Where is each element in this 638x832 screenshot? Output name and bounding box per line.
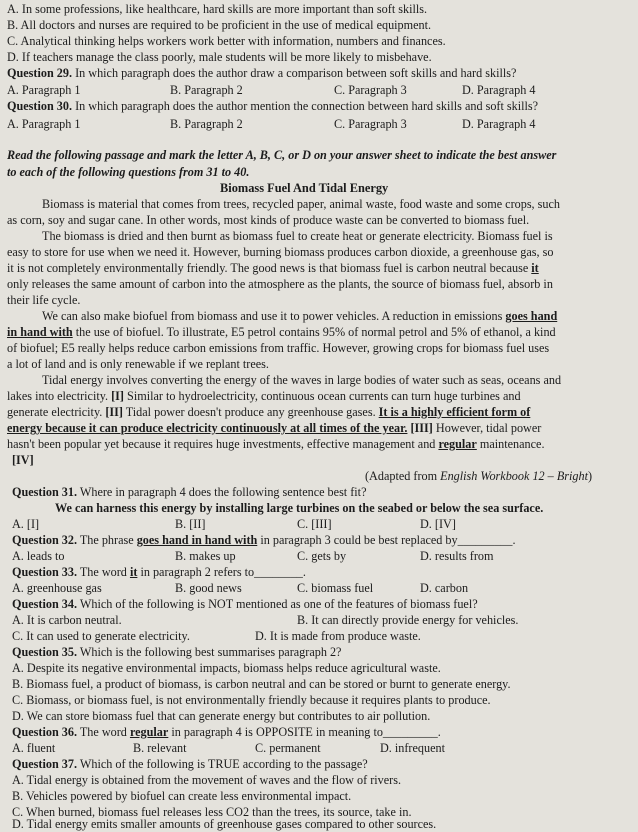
- source-book: English Workbook 12 – Bright: [440, 469, 588, 483]
- p2-line-2: easy to store for use when we need it. However, burning biomass produces carbon dioxide, a greenhouse gas, so: [7, 245, 554, 259]
- q29-option-d: D. Paragraph 4: [462, 83, 536, 97]
- p4-line-3: [7, 405, 530, 419]
- p4-line-2: [7, 389, 521, 403]
- question-37: [12, 757, 368, 771]
- q31-sentence: We can harness this energy by installing large turbines on the seabed or below the sea surface.: [55, 501, 544, 515]
- q34-option-b: B. It can directly provide energy for vehicles.: [297, 613, 519, 627]
- question-text: Which of the following is NOT mentioned as one of the features of biomass fuel?: [77, 597, 478, 611]
- question-30: [7, 99, 538, 113]
- q37-option-c: C. When burned, biomass fuel releases less CO2 than the trees, its source, take in.: [12, 805, 412, 819]
- question-label: Question 30.: [7, 99, 73, 113]
- highlight-sentence: energy because it can produce electricity continuously at all times of the year.: [7, 421, 408, 435]
- p4-text: However, tidal power: [432, 421, 542, 435]
- p4-line-1: Tidal energy involves converting the energy of the waves in large bodies of water such as seas, oceans and: [42, 373, 562, 387]
- question-text: in paragraph 3 could be best replaced by: [257, 533, 458, 547]
- question-text: Which is the following best summarises paragraph 2?: [77, 645, 342, 659]
- question-label: Question 33.: [12, 565, 78, 579]
- q36-option-a: A. fluent: [12, 741, 56, 755]
- q35-option-a: A. Despite its negative environmental impacts, biomass helps reduce agricultural waste.: [12, 661, 441, 675]
- q33-option-c: C. biomass fuel: [297, 581, 374, 595]
- q29-option-b: B. Paragraph 2: [170, 83, 243, 97]
- q30-option-b: B. Paragraph 2: [170, 117, 243, 131]
- p2-line-4: only releases the same amount of carbon into the atmosphere as the plants, the source of biomass fuel, absorb in: [7, 277, 553, 291]
- highlight-regular: regular: [438, 437, 477, 451]
- q36-word: regular: [129, 725, 169, 739]
- q29-option-c: C. Paragraph 3: [334, 83, 407, 97]
- source-citation: [365, 469, 592, 483]
- q36-option-b: B. relevant: [133, 741, 187, 755]
- q35-option-b: B. Biomass fuel, a product of biomass, is carbon neutral and can be stored or burnt to generate energy.: [12, 677, 511, 691]
- p2-line-1: The biomass is dried and then burnt as biomass fuel to create heat or generate electricity. Biomass fuel is: [42, 229, 553, 243]
- p2-line-3-text: it is not completely environmentally friendly. The good news is that biomass fuel is carbon neutral because: [7, 261, 532, 275]
- q30-option-d: D. Paragraph 4: [462, 117, 536, 131]
- p4-text: lakes into electricity.: [7, 389, 112, 403]
- question-label: Question 35.: [12, 645, 78, 659]
- option-a: A. In some professions, like healthcare, hard skills are more important than soft skills.: [7, 2, 428, 16]
- q33-option-b: B. good news: [175, 581, 242, 595]
- p4-line-4: [7, 421, 541, 435]
- q33-word: it: [129, 565, 138, 579]
- question-text: The word: [77, 565, 130, 579]
- marker-IV: [IV]: [12, 453, 34, 467]
- question-label: Question 34.: [12, 597, 78, 611]
- instruction-line-1: Read the following passage and mark the letter A, B, C, or D on your answer sheet to indicate the best answer: [7, 148, 557, 162]
- q31-option-a: A. [I]: [12, 517, 40, 531]
- q30-option-c: C. Paragraph 3: [334, 117, 407, 131]
- q35-option-c: C. Biomass, or biomass fuel, is not environmentally friendly because it requires plants to produce.: [12, 693, 491, 707]
- p3-line-1: [42, 309, 557, 323]
- marker-III: [III]: [410, 421, 433, 435]
- question-31: [12, 485, 366, 499]
- question-33: [12, 565, 306, 579]
- q32-option-b: B. makes up: [175, 549, 236, 563]
- p4-line-5: [7, 437, 545, 451]
- question-34: [12, 597, 478, 611]
- q32-phrase: goes hand in hand with: [136, 533, 258, 547]
- q29-option-a: A. Paragraph 1: [7, 83, 81, 97]
- p3-line-3: of biofuel; E5 really helps reduce carbon emissions from traffic. However, growing crops for biomass fuel uses: [7, 341, 550, 355]
- question-label: Question 31.: [12, 485, 78, 499]
- question-29: [7, 66, 516, 80]
- p2-line-3: [7, 261, 539, 275]
- question-32: [12, 533, 516, 547]
- p4-text: Similar to hydroelectricity, continuous ocean currents can turn huge turbines and: [124, 389, 521, 403]
- answer-blank: _________.: [457, 533, 516, 547]
- option-c: C. Analytical thinking helps workers work better with information, numbers and finances.: [7, 34, 446, 48]
- instruction-line-2: to each of the following questions from 31 to 40.: [7, 165, 250, 179]
- p4-text: maintenance.: [476, 437, 545, 451]
- q37-option-a: A. Tidal energy is obtained from the movement of waves and the flow of rivers.: [12, 773, 402, 787]
- q31-option-d: D. [IV]: [420, 517, 456, 531]
- highlight-it: it: [531, 261, 539, 275]
- question-text: in paragraph 2 refers to: [137, 565, 255, 579]
- question-text: The phrase: [77, 533, 137, 547]
- p3-line-2: [7, 325, 556, 339]
- q32-option-a: A. leads to: [12, 549, 65, 563]
- p3-line-1-text: We can also make biofuel from biomass and use it to power vehicles. A reduction in emissions: [42, 309, 506, 323]
- question-label: Question 29.: [7, 66, 73, 80]
- question-text: in paragraph 4 is OPPOSITE in meaning to: [168, 725, 383, 739]
- q36-option-c: C. permanent: [255, 741, 321, 755]
- q32-option-c: C. gets by: [297, 549, 347, 563]
- highlight-in-hand-with: in hand with: [7, 325, 73, 339]
- p3-line-4: a lot of land and is only renewable if we replant trees.: [7, 357, 269, 371]
- p4-text: generate electricity.: [7, 405, 106, 419]
- option-b: B. All doctors and nurses are required to be proficient in the use of medical equipment.: [7, 18, 432, 32]
- question-text: The word: [77, 725, 130, 739]
- question-text: In which paragraph does the author draw a comparison between soft skills and hard skills?: [72, 66, 517, 80]
- p1-line-1: Biomass is material that comes from trees, recycled paper, animal waste, food waste and some crops, such: [42, 197, 560, 211]
- q34-option-a: A. It is carbon neutral.: [12, 613, 122, 627]
- highlight-sentence: It is a highly efficient form of: [378, 405, 531, 419]
- marker-II: [II]: [105, 405, 123, 419]
- q34-option-d: D. It is made from produce waste.: [255, 629, 421, 643]
- question-text: In which paragraph does the author mention the connection between hard skills and soft skills?: [72, 99, 539, 113]
- q30-option-a: A. Paragraph 1: [7, 117, 81, 131]
- source-suffix: ): [587, 469, 593, 483]
- p4-text: Tidal power doesn't produce any greenhouse gases.: [122, 405, 379, 419]
- question-35: [12, 645, 341, 659]
- p2-line-5: their life cycle.: [7, 293, 81, 307]
- highlight-goes-hand: goes hand: [505, 309, 558, 323]
- marker-I: [I]: [111, 389, 124, 403]
- passage-title: Biomass Fuel And Tidal Energy: [220, 181, 389, 195]
- answer-blank: _________.: [382, 725, 441, 739]
- option-d: D. If teachers manage the class poorly, male students will be more likely to misbehave.: [7, 50, 432, 64]
- q32-option-d: D. results from: [420, 549, 494, 563]
- q35-option-d: D. We can store biomass fuel that can generate energy but contributes to air pollution.: [12, 709, 431, 723]
- question-36: [12, 725, 441, 739]
- q31-option-b: B. [II]: [175, 517, 206, 531]
- p4-text: hasn't been popular yet because it requires huge investments, effective management and: [7, 437, 439, 451]
- question-label: Question 37.: [12, 757, 78, 771]
- question-label: Question 36.: [12, 725, 78, 739]
- q33-option-a: A. greenhouse gas: [12, 581, 102, 595]
- q37-option-d: D. Tidal energy emits smaller amounts of greenhouse gases compared to other sources.: [12, 817, 437, 831]
- question-text: Where in paragraph 4 does the following sentence best fit?: [77, 485, 367, 499]
- q37-option-b: B. Vehicles powered by biofuel can create less environmental impact.: [12, 789, 352, 803]
- question-text: Which of the following is TRUE according to the passage?: [77, 757, 368, 771]
- p1-line-2: as corn, soy and sugar cane. In other words, most kinds of produce waste can be converted to biomass fuel.: [7, 213, 530, 227]
- answer-blank: ________.: [254, 565, 306, 579]
- q34-option-c: C. It can used to generate electricity.: [12, 629, 190, 643]
- q31-option-c: C. [III]: [297, 517, 332, 531]
- p3-line-2-text: the use of biofuel. To illustrate, E5 petrol contains 95% of normal petrol and 5% of ethanol, a kind: [72, 325, 556, 339]
- source-prefix: (Adapted from: [365, 469, 441, 483]
- q36-option-d: D. infrequent: [380, 741, 445, 755]
- question-label: Question 32.: [12, 533, 78, 547]
- q33-option-d: D. carbon: [420, 581, 469, 595]
